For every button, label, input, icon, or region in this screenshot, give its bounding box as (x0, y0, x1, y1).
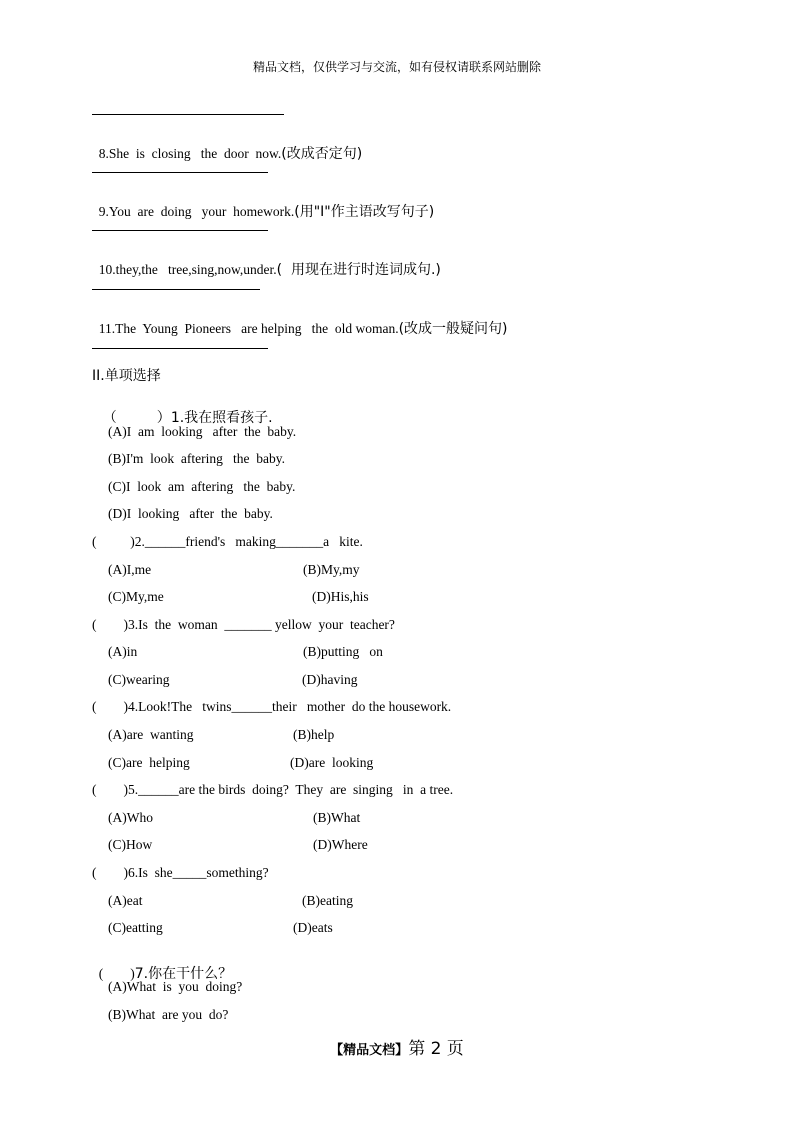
option-b: (B)eating (302, 893, 353, 908)
option-c: (C)eatting (108, 920, 163, 935)
question-10 (92, 243, 441, 279)
page-footer (0, 1034, 794, 1059)
mc-question-7 (92, 947, 232, 983)
answer-line (92, 172, 268, 173)
page-header: 精品文档，仅供学习与交流，如有侵权请联系网站删除 (252, 60, 541, 74)
answer-line (92, 114, 284, 115)
option-c: (C)I look am aftering the baby. (108, 479, 296, 494)
option-b: (B)What (313, 810, 361, 825)
option-d: (D)having (302, 672, 358, 687)
option-a: (A)I am looking after the baby. (108, 424, 297, 439)
question-stem: 7.你在干什么？ (134, 966, 233, 982)
option-d: (D)are looking (290, 755, 374, 770)
mc-question-5: ( )5.______are the birds doing? They are singing in a tree. (92, 782, 454, 797)
option-d: (D)eats (293, 920, 333, 935)
option-a: (A)What is you doing? (108, 979, 243, 994)
footer-tag: 【精品文档】 (330, 1043, 409, 1058)
question-hint: (用"I"作主语改写句子) (294, 204, 435, 220)
answer-line (92, 289, 260, 290)
question-text: 9.You are doing your homework. (98, 204, 295, 219)
option-b: (B)I'm look aftering the baby. (108, 451, 286, 466)
question-8 (92, 127, 362, 163)
option-a: (A)eat (108, 893, 143, 908)
option-c: (C)are helping (108, 755, 190, 770)
option-d: (D)Where (313, 837, 368, 852)
answer-line (92, 230, 268, 231)
question-hint: (改成一般疑问句) (398, 321, 508, 337)
option-b: (B)putting on (303, 644, 383, 659)
mc-question-1 (96, 391, 273, 427)
option-c: (C)wearing (108, 672, 170, 687)
question-11 (92, 302, 508, 338)
question-9 (92, 185, 434, 221)
question-text: 8.She is closing the door now. (98, 146, 282, 161)
option-a: (A)I,me (108, 562, 152, 577)
mc-question-4: ( )4.Look!The twins______their mother do the housework. (92, 699, 452, 714)
question-text: 10.they,the tree,sing,now,under. (98, 262, 277, 277)
answer-paren: ( ) (98, 966, 135, 981)
option-a: (A)are wanting (108, 727, 194, 742)
mc-question-6: ( )6.Is she_____something? (92, 865, 269, 880)
page-number: 第 2 页 (408, 1039, 464, 1059)
question-hint: (改成否定句) (281, 146, 363, 162)
question-hint: ( 用现在进行时连词成句.) (276, 262, 441, 278)
option-a: (A)in (108, 644, 138, 659)
answer-paren: （ ） (102, 410, 171, 426)
option-b: (B)help (293, 727, 335, 742)
question-stem: 1.我在照看孩子. (170, 410, 273, 426)
option-d: (D)His,his (312, 589, 369, 604)
option-b: (B)My,my (303, 562, 360, 577)
option-d: (D)I looking after the baby. (108, 506, 273, 521)
question-text: 11.The Young Pioneers are helping the old woman. (98, 321, 399, 336)
option-b: (B)What are you do? (108, 1007, 229, 1022)
answer-line (92, 348, 268, 349)
option-a: (A)Who (108, 810, 153, 825)
mc-question-2: ( )2.______friend's making_______a kite. (92, 534, 363, 549)
option-c: (C)My,me (108, 589, 164, 604)
section-title: II.单项选择 (92, 368, 161, 384)
option-c: (C)How (108, 837, 153, 852)
mc-question-3: ( )3.Is the woman _______ yellow your teacher? (92, 617, 395, 632)
